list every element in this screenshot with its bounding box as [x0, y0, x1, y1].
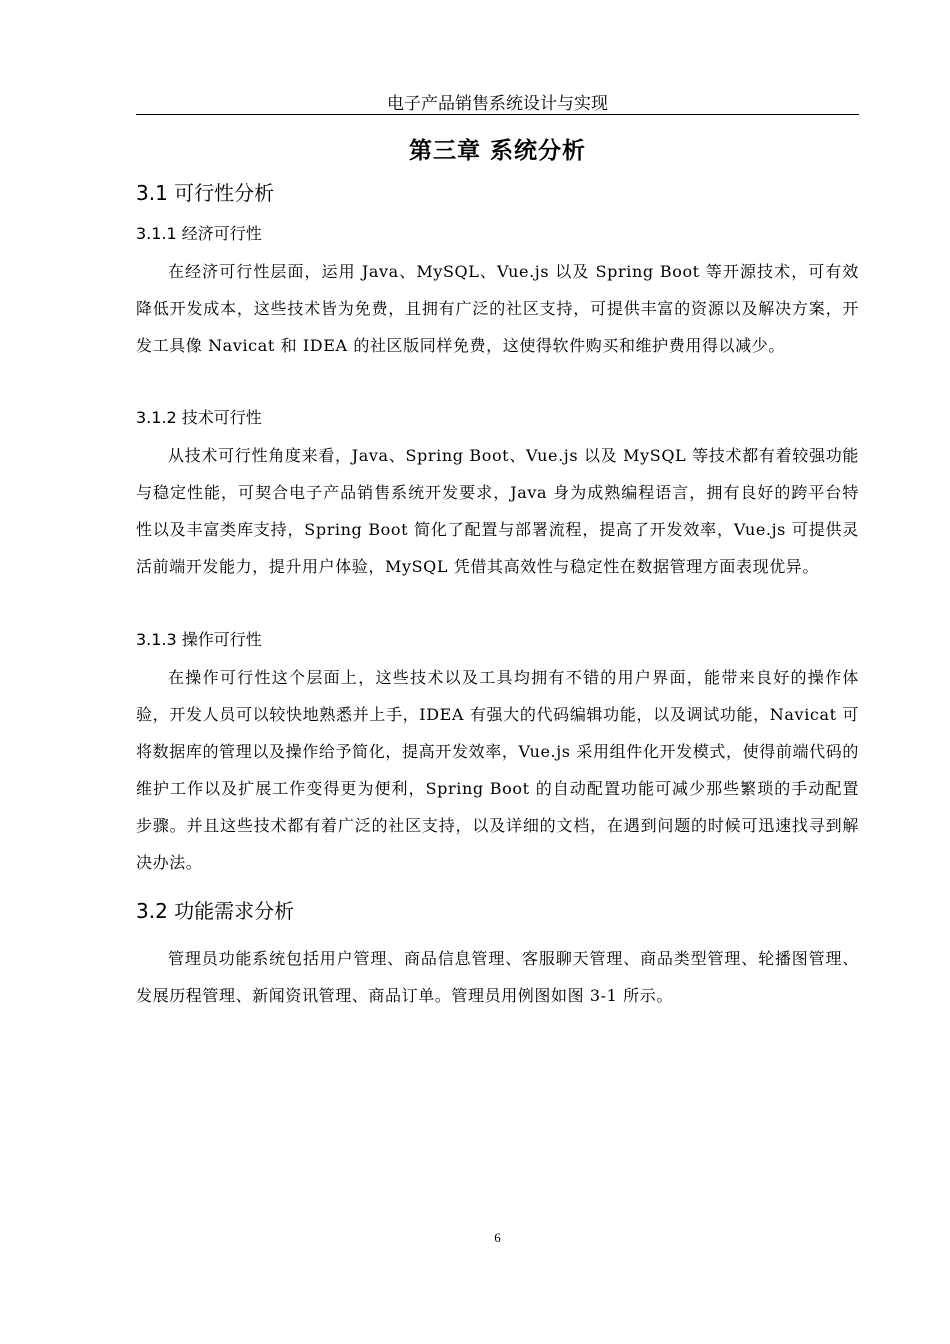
- paragraph-economic-feasibility: 在经济可行性层面，运用 Java、MySQL、Vue.js 以及 Spring Boot 等开源技术，可有效降低开发成本，这些技术皆为免费，且拥有广泛的社区支持，可提供丰富的资源以及解决方案，开发工具像 Navicat 和 IDEA 的社区版同样免费，这使得软件购买和维护费用得以减少。: [136, 262, 859, 355]
- paragraph-operational-feasibility: 在操作可行性这个层面上，这些技术以及工具均拥有不错的用户界面，能带来良好的操作体验，开发人员可以较快地熟悉并上手，IDEA 有强大的代码编辑功能，以及调试功能，Navicat 可将数据库的管理以及操作给予简化，提高开发效率，Vue.js 采用组件化开发模式，使得前端代码的维护工作以及扩展工作变得更为便利，Spring Boot 的自动配置功能可减少那些繁琐的手动配置步骤。并且这些技术都有着广泛的社区支持，以及详细的文档，在遇到问题的时候可迅速找寻到解决办法。: [136, 668, 859, 872]
- chapter-title: 第三章 系统分析: [408, 138, 586, 164]
- paragraph-functional-requirements: 管理员功能系统包括用户管理、商品信息管理、客服聊天管理、商品类型管理、轮播图管理、发展历程管理、新闻资讯管理、商品订单。管理员用例图如图 3-1 所示。: [136, 949, 859, 1005]
- section-heading-3-2: 3.2 功能需求分析: [136, 899, 295, 923]
- running-header: 电子产品销售系统设计与实现: [387, 94, 608, 114]
- page-number: 6: [494, 1230, 501, 1245]
- subsection-heading-3-1-2: 3.1.2 技术可行性: [136, 408, 262, 427]
- header-rule: [136, 114, 859, 115]
- subsection-heading-3-1-3: 3.1.3 操作可行性: [136, 630, 262, 649]
- subsection-heading-3-1-1: 3.1.1 经济可行性: [136, 224, 262, 243]
- paragraph-technical-feasibility: 从技术可行性角度来看，Java、Spring Boot、Vue.js 以及 MySQL 等技术都有着较强功能与稳定性能，可契合电子产品销售系统开发要求，Java 身为成熟编程语言，拥有良好的跨平台特性以及丰富类库支持，Spring Boot 简化了配置与部署流程，提高了开发效率，Vue.js 可提供灵活前端开发能力，提升用户体验，MySQL 凭借其高效性与稳定性在数据管理方面表现优异。: [136, 446, 859, 576]
- section-heading-3-1: 3.1 可行性分析: [136, 181, 275, 205]
